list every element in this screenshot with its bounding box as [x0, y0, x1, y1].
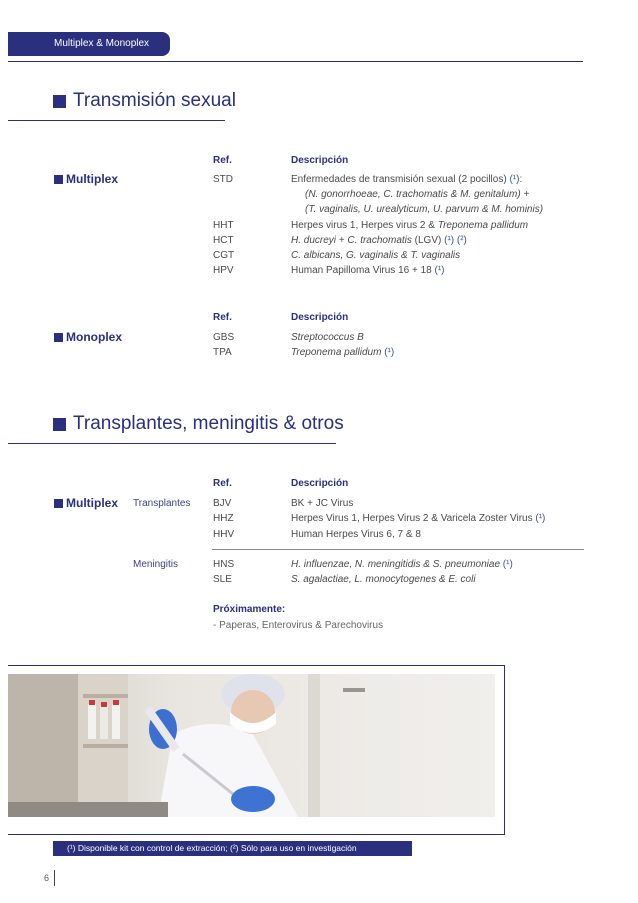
ref-hht: HHT — [213, 220, 234, 231]
ref-tpa: TPA — [213, 347, 232, 358]
ref-hpv: HPV — [213, 265, 234, 276]
multiplex-label — [54, 172, 118, 186]
section-title-text: Transplantes, meningitis & otros — [73, 413, 344, 434]
footnote: (¹) Disponible kit con control de extracción; (²) Sólo para uso en investigación — [53, 841, 412, 856]
subcategory-meningitis: Meningitis — [133, 559, 179, 570]
ref-hct: HCT — [213, 235, 234, 246]
square-bullet-icon — [54, 175, 63, 184]
section-title-transplantes — [53, 413, 344, 435]
square-bullet-icon — [53, 95, 66, 108]
multiplex-label-text: Multiplex — [66, 496, 119, 510]
ref-std: STD — [213, 174, 233, 185]
subcategory-transplantes: Transplantes — [133, 498, 191, 509]
desc-hhz: Herpes Virus 1, Herpes Virus 2 & Varicela Zoster Virus (¹) — [291, 513, 546, 524]
section-rule — [8, 443, 336, 444]
ref-sle: SLE — [213, 574, 232, 585]
desc-hpv: Human Papilloma Virus 16 + 18 (¹) — [291, 265, 445, 276]
desc-cgt: C. albicans, G. vaginalis & T. vaginalis — [291, 250, 461, 261]
square-bullet-icon — [54, 499, 63, 508]
page-number: 6 — [44, 873, 50, 883]
desc-bjv: BK + JC Virus — [291, 498, 354, 509]
desc-std-line2: (N. gonorrhoeae, C. trachomatis & M. genitalum) + — [305, 189, 530, 200]
section-rule — [8, 120, 225, 121]
ref-bjv: BJV — [213, 498, 232, 509]
coming-soon-text: - Paperas, Enterovirus & Parechovirus — [213, 620, 384, 631]
desc-hhv: Human Herpes Virus 6, 7 & 8 — [291, 529, 421, 540]
col-header-desc: Descripción — [291, 155, 349, 166]
desc-gbs: Streptococcus B — [291, 332, 364, 343]
section-title-transmision — [53, 90, 236, 112]
header-rule — [8, 61, 583, 62]
page-number-bar — [54, 870, 55, 886]
ref-cgt: CGT — [213, 250, 235, 261]
ref-gbs: GBS — [213, 332, 235, 343]
col-header-ref: Ref. — [213, 478, 232, 489]
desc-tpa: Treponema pallidum (¹) — [291, 347, 395, 358]
ref-hns: HNS — [213, 559, 235, 570]
ref-hhz: HHZ — [213, 513, 234, 524]
square-bullet-icon — [53, 418, 66, 431]
desc-std-line3: (T. vaginalis, U. urealyticum, U. parvum & M. hominis) — [305, 204, 544, 215]
desc-hns: H. influenzae, N. meningitidis & S. pneumoniae (¹) — [291, 559, 513, 570]
monoplex-label-text: Monoplex — [66, 330, 122, 344]
col-header-desc: Descripción — [291, 312, 349, 323]
section-title-text: Transmisión sexual — [73, 90, 236, 111]
desc-std: Enfermedades de transmisión sexual (2 pocillos) (¹): — [291, 174, 523, 185]
header-tab: Multiplex & Monoplex — [8, 32, 170, 56]
desc-hht: Herpes virus 1, Herpes virus 2 & Treponema pallidum — [291, 220, 529, 231]
divider — [212, 549, 584, 550]
multiplex-label — [54, 496, 118, 510]
coming-soon-title: Próximamente: — [213, 604, 286, 615]
lab-photo — [8, 674, 495, 817]
multiplex-label-text: Multiplex — [66, 172, 119, 186]
square-bullet-icon — [54, 333, 63, 342]
ref-hhv: HHV — [213, 529, 235, 540]
col-header-ref: Ref. — [213, 312, 232, 323]
desc-hct: H. ducreyi + C. trachomatis (LGV) (¹) (²) — [291, 235, 467, 246]
col-header-ref: Ref. — [213, 155, 232, 166]
col-header-desc: Descripción — [291, 478, 349, 489]
monoplex-label — [54, 330, 122, 344]
desc-sle: S. agalactiae, L. monocytogenes & E. coli — [291, 574, 476, 585]
